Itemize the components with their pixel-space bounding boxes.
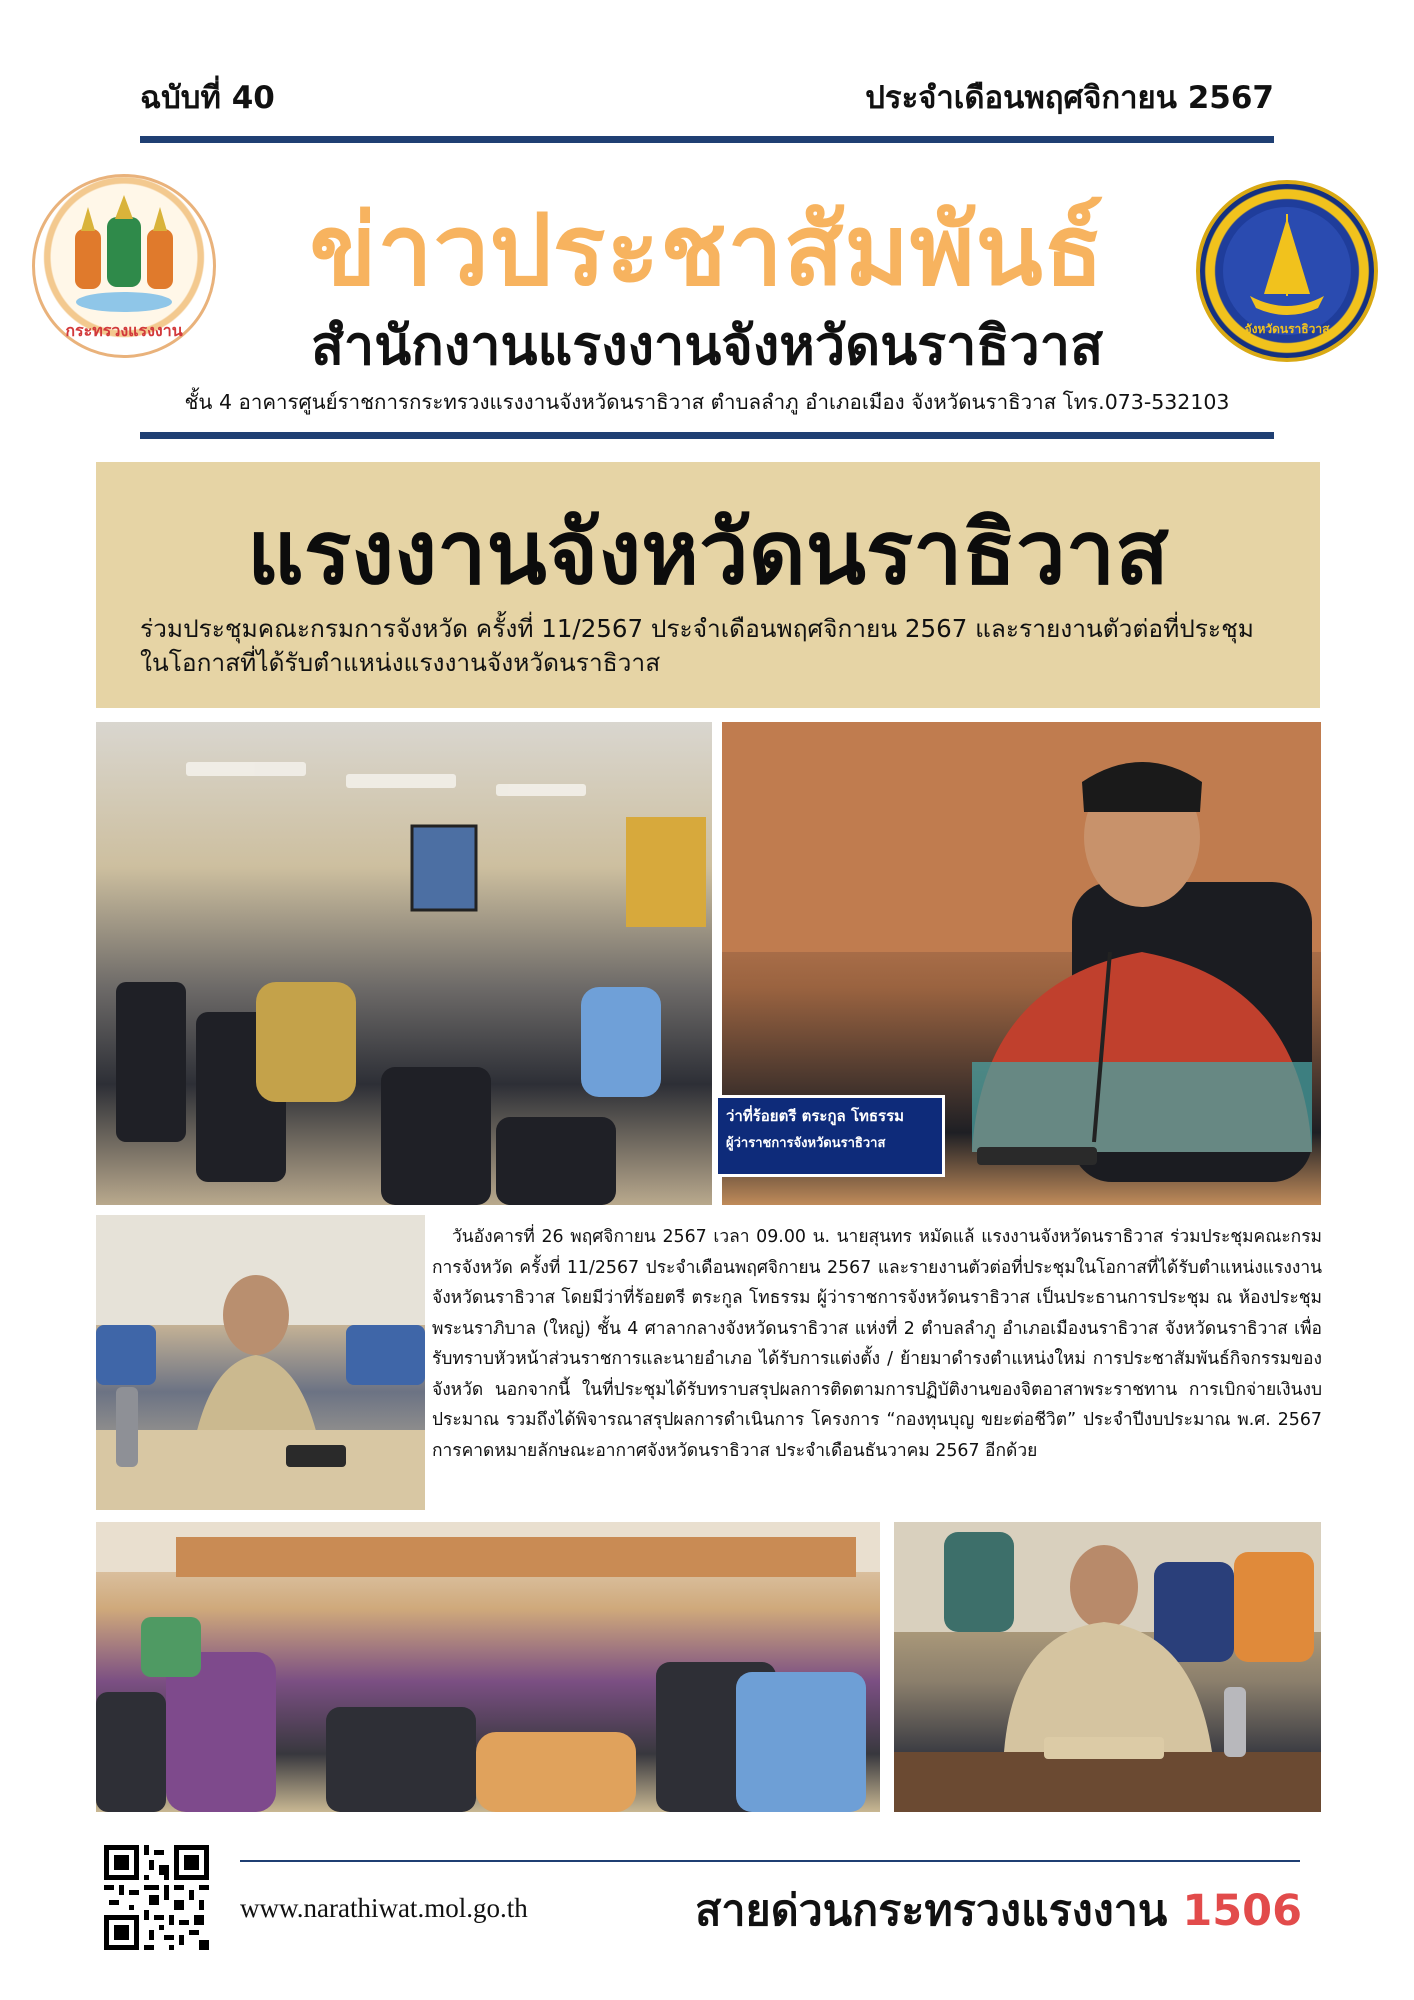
website-link[interactable]: www.narathiwat.mol.go.th	[240, 1893, 528, 1923]
top-divider	[140, 136, 1274, 143]
governor-title: ผู้ว่าราชการจังหวัดนราธิวาส	[726, 1136, 886, 1151]
governor-name-plate	[715, 1095, 945, 1177]
banner-subtitle-line1: ร่วมประชุมคณะกรมการจังหวัด ครั้งที่ 11/2567 ประจำเดือนพฤศจิกายน 2567 และรายงานตัวต่อที่ประชุม	[140, 614, 1254, 643]
article-body: วันอังคารที่ 26 พฤศจิกายน 2567 เวลา 09.00 น. นายสุนทร หมัดแล้ แรงงานจังหวัดนราธิวาส ร่วมประชุมคณะกรมการจังหวัด ครั้งที่ 11/2567 ประจำเดือนพฤศจิกายน 2567 และรายงานตัวต่อที่ประชุมในโอกาสที่ได้รับตำแหน่งแรงงานจังหวัดนราธิวาส โดยมีว่าที่ร้อยตรี ตระกูล โทธรรม ผู้ว่าราชการจังหวัดนราธิวาส เป็นประธานการประชุม ณ ห้องประชุมพระนราภิบาล (ใหญ่) ชั้น 4 ศาลากลางจังหวัดนราธิวาส แห่งที่ 2 ตำบลลำภู อำเภอเมืองนราธิวาส จังหวัดนราธิวาส เพื่อรับทราบหัวหน้าส่วนราชการและนายอำเภอ ได้รับการแต่งตั้ง / ย้ายมาดำรงตำแหน่งใหม่ การประชาสัมพันธ์กิจกรรมของจังหวัด นอกจากนี้ ในที่ประชุมได้รับทราบสรุปผลการติดตามการปฏิบัติงานของจิตอาสาพระราชทาน การเบิกจ่ายเงินงบประมาณ รวมถึงได้พิจารณาสรุปผลการดำเนินการ โครงการ “กองทุนบุญ ขยะต่อชีวิต” ประจำปีงบประมาณ พ.ศ. 2567 การคาดหมายลักษณะอากาศจังหวัดนราธิวาส ประจำเดือนธันวาคม 2567 อีกด้วย	[432, 1227, 1322, 1461]
governor-name: ว่าที่ร้อยตรี ตระกูล โทธรรม	[726, 1107, 905, 1125]
qr-code[interactable]	[104, 1845, 209, 1950]
masthead-title: ข่าวประชาสัมพันธ์	[309, 194, 1105, 308]
banner-subtitle	[140, 612, 1300, 680]
masthead-divider	[140, 432, 1274, 439]
meeting-attendees-photo	[96, 1522, 880, 1812]
office-name: สำนักงานแรงงานจังหวัดนราธิวาส	[310, 314, 1104, 377]
banner-title: แรงงานจังหวัดนราธิวาส	[247, 501, 1169, 604]
issue-number: ฉบับที่ 40	[140, 80, 275, 116]
hotline	[695, 1876, 1302, 1944]
hotline-number[interactable]: 1506	[1182, 1886, 1302, 1936]
province-seal-text: จังหวัดนราธิวาส	[1244, 322, 1330, 336]
labour-official-photo	[96, 1215, 425, 1510]
hotline-label: สายด่วนกระทรวงแรงงาน	[695, 1886, 1168, 1936]
office-address: ชั้น 4 อาคารศูนย์ราชการกระทรวงแรงงานจังหวัดนราธิวาส ตำบลลำภู อำเภอเมือง จังหวัดนราธิวาส โทร.073-532103	[184, 390, 1230, 414]
issue-month: ประจำเดือนพฤศจิกายน 2567	[865, 80, 1274, 116]
labour-official-speaking-photo	[894, 1522, 1321, 1812]
ministry-logo-text: กระทรวงแรงงาน	[65, 321, 183, 340]
footer-divider	[240, 1860, 1300, 1862]
banner-subtitle-line2: ในโอกาสที่ได้รับตำแหน่งแรงงานจังหวัดนราธิวาส	[140, 648, 661, 677]
meeting-room-photo	[96, 722, 712, 1205]
